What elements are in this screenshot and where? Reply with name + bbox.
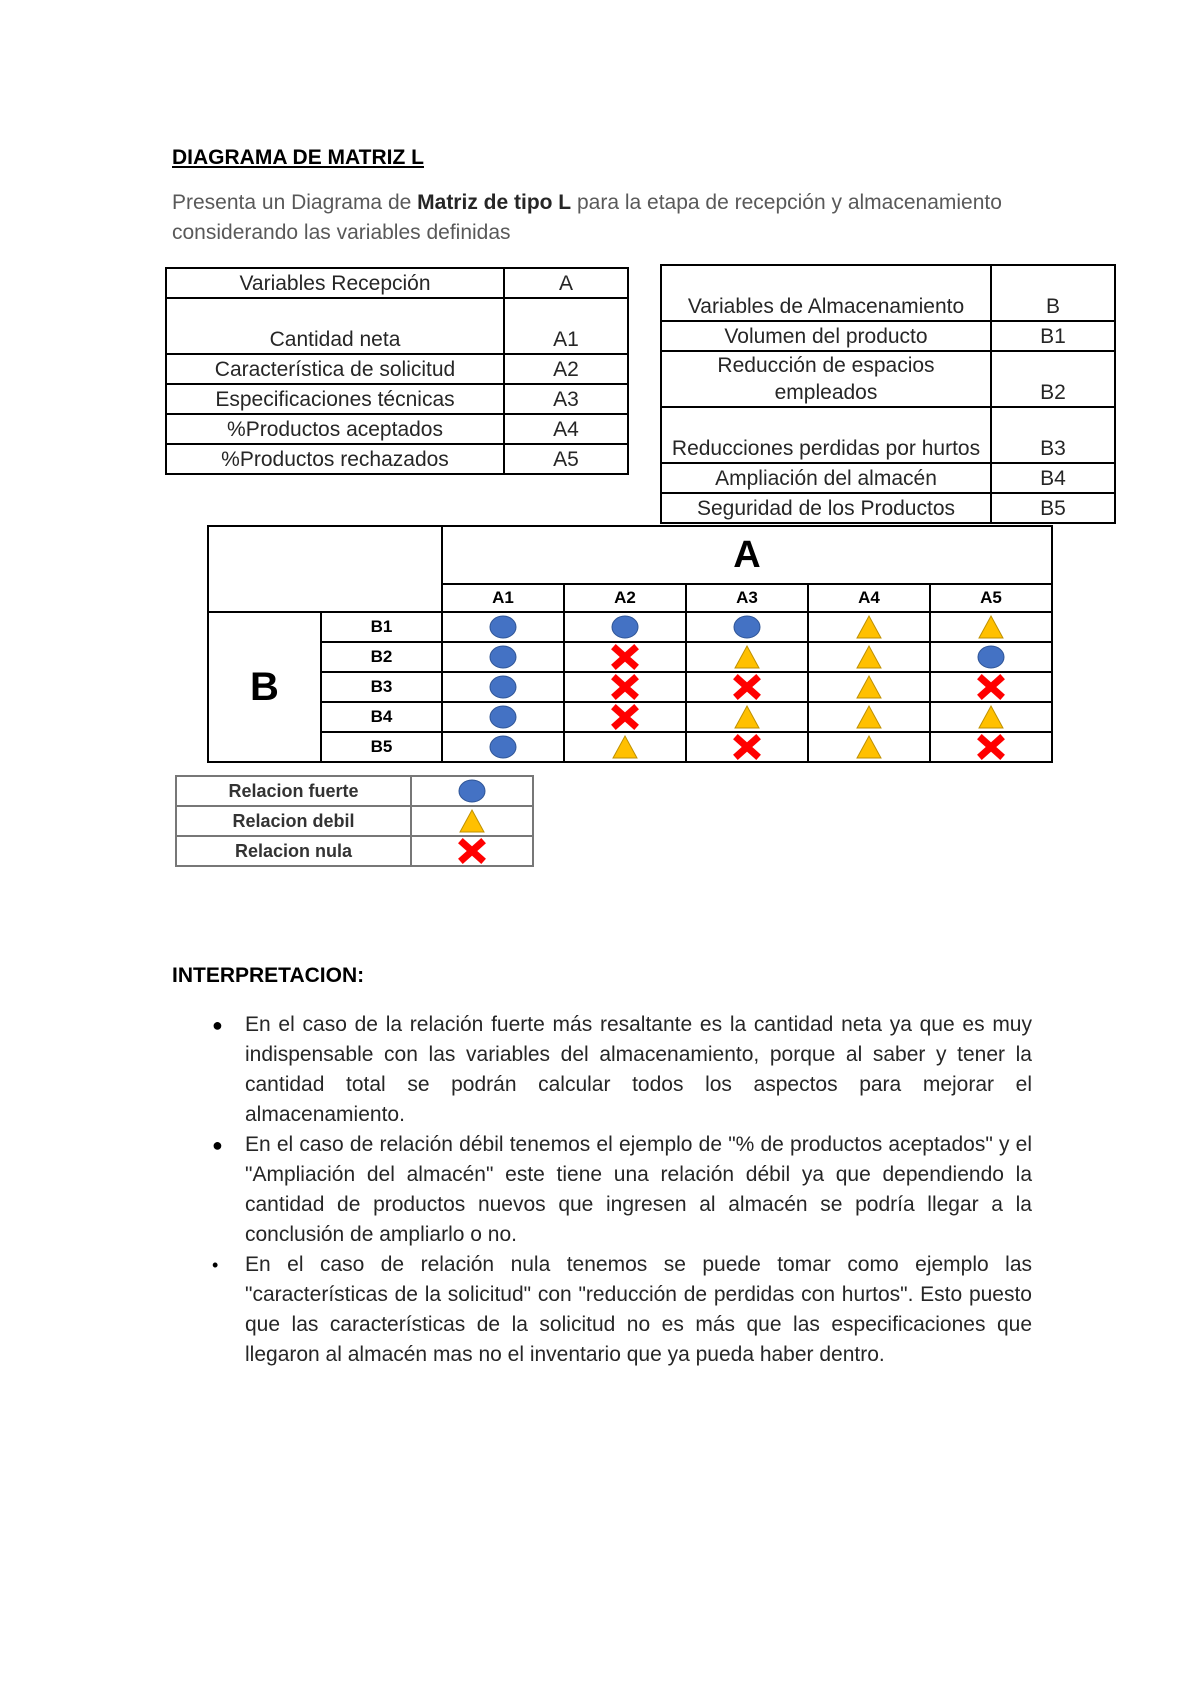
strong-relation-circle-icon bbox=[457, 777, 487, 805]
weak-relation-triangle-icon bbox=[854, 673, 884, 701]
matrix-row-header: B4 bbox=[321, 702, 442, 732]
weak-relation-triangle-icon bbox=[854, 733, 884, 761]
matrix-row-header: B1 bbox=[321, 612, 442, 642]
table-b-code: B2 bbox=[991, 351, 1115, 407]
interpretation-list bbox=[172, 1010, 1032, 1370]
legend-row bbox=[176, 836, 533, 866]
matrix-cell bbox=[442, 732, 564, 762]
bullet-icon: ● bbox=[212, 1015, 223, 1035]
legend bbox=[175, 775, 534, 867]
null-relation-x-icon bbox=[976, 673, 1006, 701]
null-relation-x-icon bbox=[732, 733, 762, 761]
table-b-code: B3 bbox=[991, 407, 1115, 463]
subtitle-bold: Matriz de tipo L bbox=[417, 191, 572, 214]
weak-relation-triangle-icon bbox=[854, 613, 884, 641]
matrix-col-header: A1 bbox=[442, 584, 564, 612]
table-a-var: Característica de solicitud bbox=[166, 354, 504, 384]
strong-relation-circle-icon bbox=[488, 703, 518, 731]
list-item bbox=[172, 1250, 1032, 1370]
table-a-code: A3 bbox=[504, 384, 628, 414]
storage-variables-table bbox=[660, 264, 1116, 524]
matrix-row-group: B bbox=[208, 612, 321, 762]
table-b-var: Seguridad de los Productos bbox=[661, 493, 991, 523]
legend-symbol bbox=[411, 776, 533, 806]
matrix-cell bbox=[442, 672, 564, 702]
table-a-var: Cantidad neta bbox=[166, 298, 504, 354]
legend-label: Relacion nula bbox=[176, 836, 411, 866]
bullet-icon: ● bbox=[212, 1135, 223, 1155]
table-b-var: Reducciones perdidas por hurtos bbox=[661, 407, 991, 463]
legend-row bbox=[176, 806, 533, 836]
matrix-cell bbox=[686, 612, 808, 642]
matrix-col-header: A2 bbox=[564, 584, 686, 612]
matrix-cell bbox=[564, 612, 686, 642]
reception-variables-table bbox=[165, 267, 629, 475]
strong-relation-circle-icon bbox=[488, 733, 518, 761]
matrix-cell bbox=[930, 642, 1052, 672]
table-a-code: A1 bbox=[504, 298, 628, 354]
legend-symbol bbox=[411, 836, 533, 866]
table-a-code: A2 bbox=[504, 354, 628, 384]
weak-relation-triangle-icon bbox=[976, 613, 1006, 641]
bullet-text: En el caso de la relación fuerte más resaltante es la cantidad neta ya que es muy indispensable con las variables del almacenamiento, porque al saber y tener la cantidad total se podrán calcular todos los aspectos para mejorar el almacenamiento. bbox=[245, 1013, 1032, 1126]
null-relation-x-icon bbox=[976, 733, 1006, 761]
null-relation-x-icon bbox=[610, 673, 640, 701]
matrix-cell bbox=[808, 642, 930, 672]
matrix-row-header: B2 bbox=[321, 642, 442, 672]
legend-label: Relacion debil bbox=[176, 806, 411, 836]
list-item bbox=[172, 1010, 1032, 1130]
table-row bbox=[208, 612, 1052, 642]
table-a-code: A5 bbox=[504, 444, 628, 474]
matrix-row-header: B5 bbox=[321, 732, 442, 762]
matrix-cell bbox=[808, 732, 930, 762]
l-matrix bbox=[207, 525, 1053, 763]
table-b-code: B4 bbox=[991, 463, 1115, 493]
null-relation-x-icon bbox=[610, 643, 640, 671]
table-a-header-code: A bbox=[504, 268, 628, 298]
matrix-col-header: A5 bbox=[930, 584, 1052, 612]
matrix-cell bbox=[808, 612, 930, 642]
table-row bbox=[208, 702, 1052, 732]
strong-relation-circle-icon bbox=[488, 673, 518, 701]
matrix-cell bbox=[564, 702, 686, 732]
strong-relation-circle-icon bbox=[488, 613, 518, 641]
null-relation-x-icon bbox=[457, 837, 487, 865]
list-item bbox=[172, 1130, 1032, 1250]
table-row bbox=[208, 732, 1052, 762]
page-title: DIAGRAMA DE MATRIZ L bbox=[172, 146, 424, 169]
matrix-cell bbox=[564, 672, 686, 702]
matrix-cell bbox=[930, 702, 1052, 732]
matrix-cell bbox=[930, 612, 1052, 642]
matrix-cell bbox=[686, 732, 808, 762]
legend-row bbox=[176, 776, 533, 806]
legend-body bbox=[176, 776, 533, 866]
strong-relation-circle-icon bbox=[732, 613, 762, 641]
legend-label: Relacion fuerte bbox=[176, 776, 411, 806]
bullet-text: En el caso de relación nula tenemos se puede tomar como ejemplo las "características de la solicitud" con "reducción de perdidas con hurtos". Esto puesto que las características de la solicitud no es más que las especificaciones que llegaron al almacén mas no el inventario que ya pueda haber dentro. bbox=[245, 1253, 1032, 1366]
weak-relation-triangle-icon bbox=[854, 643, 884, 671]
weak-relation-triangle-icon bbox=[976, 703, 1006, 731]
matrix-col-header: A4 bbox=[808, 584, 930, 612]
bullet-text: En el caso de relación débil tenemos el ejemplo de "% de productos aceptados" y el "Ampliación del almacén" este tiene una relación débil ya que dependiendo la cantidad de productos nuevos que ingresen al almacén se podría llegar a la conclusión de ampliarlo o no. bbox=[245, 1133, 1032, 1246]
subtitle-post: para la etapa de recepción y almacenamiento considerando las variables definidas bbox=[172, 191, 1002, 244]
matrix-cell bbox=[930, 732, 1052, 762]
table-row bbox=[208, 642, 1052, 672]
matrix-cell bbox=[686, 642, 808, 672]
strong-relation-circle-icon bbox=[610, 613, 640, 641]
matrix-cell bbox=[808, 672, 930, 702]
weak-relation-triangle-icon bbox=[457, 807, 487, 835]
matrix-body bbox=[208, 612, 1052, 762]
table-b-header-var: Variables de Almacenamiento bbox=[661, 265, 991, 321]
table-a-header-var: Variables Recepción bbox=[166, 268, 504, 298]
matrix-cell bbox=[808, 702, 930, 732]
weak-relation-triangle-icon bbox=[732, 643, 762, 671]
table-a-var: %Productos aceptados bbox=[166, 414, 504, 444]
null-relation-x-icon bbox=[732, 673, 762, 701]
matrix-cell bbox=[442, 642, 564, 672]
table-a-var: %Productos rechazados bbox=[166, 444, 504, 474]
matrix-col-group: A bbox=[442, 526, 1052, 584]
table-a-var: Especificaciones técnicas bbox=[166, 384, 504, 414]
bullet-icon: • bbox=[212, 1255, 219, 1275]
table-b-code: B1 bbox=[991, 321, 1115, 351]
matrix-cell bbox=[564, 642, 686, 672]
table-a-code: A4 bbox=[504, 414, 628, 444]
null-relation-x-icon bbox=[610, 703, 640, 731]
subtitle-pre: Presenta un Diagrama de bbox=[172, 191, 418, 214]
matrix-corner bbox=[208, 526, 442, 612]
table-row bbox=[208, 672, 1052, 702]
table-b-header-code: B bbox=[991, 265, 1115, 321]
strong-relation-circle-icon bbox=[976, 643, 1006, 671]
table-b-var: Volumen del producto bbox=[661, 321, 991, 351]
subtitle bbox=[172, 188, 1012, 248]
matrix-cell bbox=[686, 702, 808, 732]
matrix-row-header: B3 bbox=[321, 672, 442, 702]
weak-relation-triangle-icon bbox=[732, 703, 762, 731]
table-b-code: B5 bbox=[991, 493, 1115, 523]
weak-relation-triangle-icon bbox=[854, 703, 884, 731]
strong-relation-circle-icon bbox=[488, 643, 518, 671]
matrix-cell bbox=[686, 672, 808, 702]
matrix-cell bbox=[930, 672, 1052, 702]
weak-relation-triangle-icon bbox=[610, 733, 640, 761]
table-b-var: Ampliación del almacén bbox=[661, 463, 991, 493]
matrix-cell bbox=[564, 732, 686, 762]
matrix-cell bbox=[442, 702, 564, 732]
legend-symbol bbox=[411, 806, 533, 836]
interpretation-title: INTERPRETACION: bbox=[172, 964, 365, 987]
table-b-var: Reducción de espacios empleados bbox=[661, 351, 991, 407]
matrix-col-header: A3 bbox=[686, 584, 808, 612]
matrix-cell bbox=[442, 612, 564, 642]
